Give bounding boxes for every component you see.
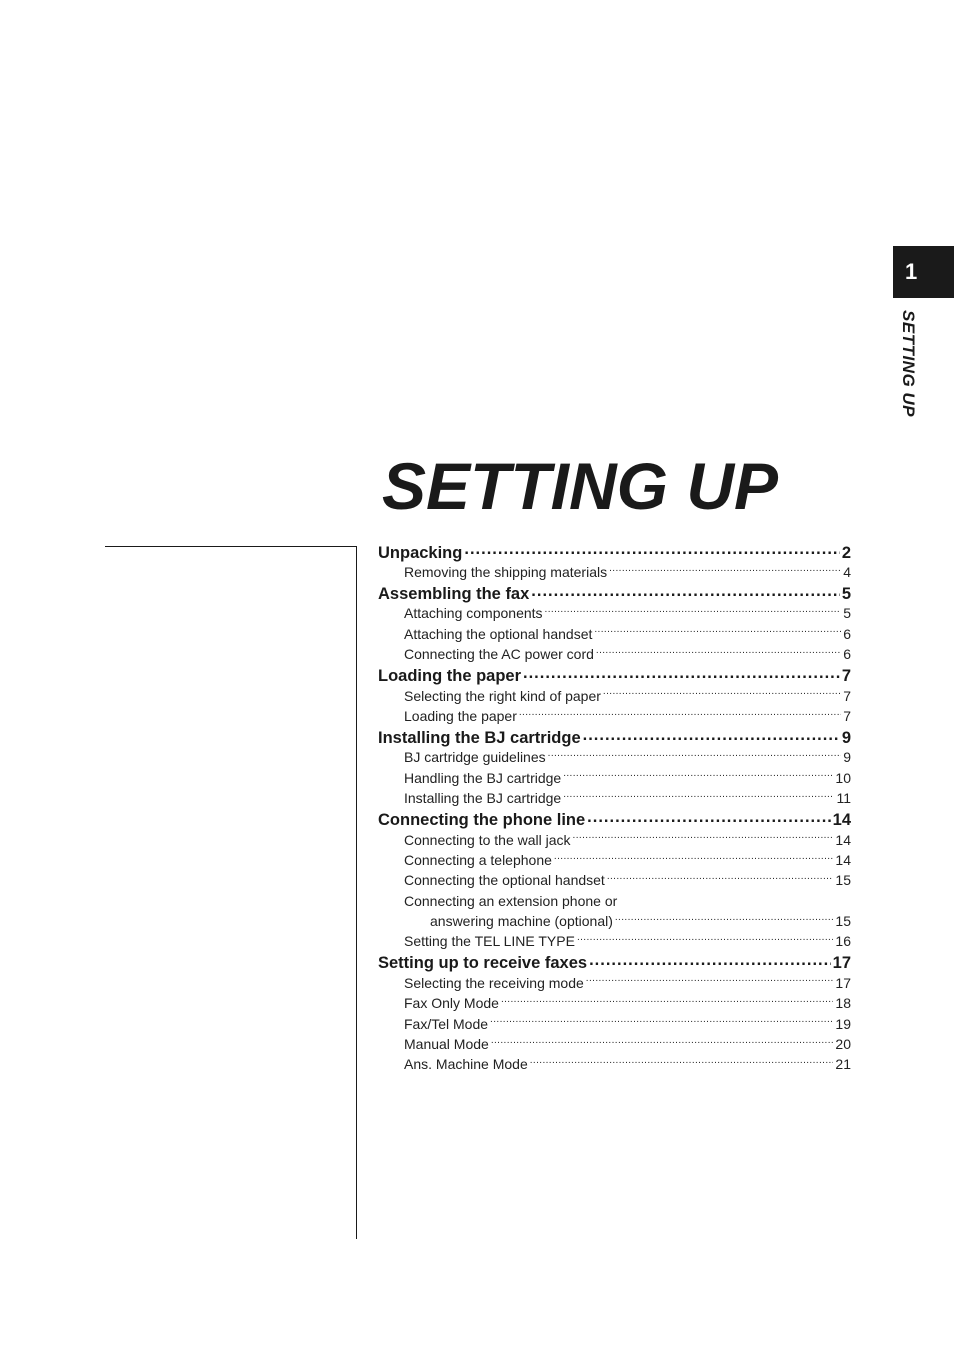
toc-subsection-entry bbox=[378, 686, 851, 706]
toc-entry-page-number: 18 bbox=[835, 995, 851, 1012]
dot-leader bbox=[464, 541, 839, 558]
table-of-contents bbox=[378, 541, 851, 1075]
toc-entry-label: Attaching components bbox=[404, 605, 543, 622]
dot-leader bbox=[554, 851, 834, 865]
toc-entry-label: Removing the shipping materials bbox=[404, 564, 608, 580]
toc-entry-page-number: 15 bbox=[835, 872, 851, 889]
toc-entry-label: Handling the BJ cartridge bbox=[404, 769, 562, 786]
dot-leader bbox=[586, 974, 834, 988]
toc-entry-page-number: 2 bbox=[841, 543, 851, 562]
toc-subsection-entry bbox=[378, 562, 851, 582]
toc-entry-label: Connecting a telephone bbox=[404, 851, 552, 868]
dot-leader bbox=[603, 687, 841, 701]
toc-subsection-entry bbox=[378, 973, 851, 993]
toc-subsection-entry bbox=[378, 603, 851, 623]
toc-subsection-entry bbox=[378, 706, 851, 726]
chapter-number: 1 bbox=[905, 259, 918, 284]
dot-leader bbox=[589, 952, 831, 969]
toc-entry-label: Connecting an extension phone or bbox=[404, 892, 618, 909]
toc-entry-page-number: 6 bbox=[843, 625, 851, 642]
dot-leader bbox=[501, 994, 833, 1008]
toc-entry-page-number: 17 bbox=[835, 974, 851, 991]
toc-subsection-entry bbox=[378, 870, 851, 890]
vertical-rule bbox=[356, 546, 357, 1239]
toc-subsection-entry bbox=[378, 850, 851, 870]
chapter-title: SETTING UP bbox=[382, 449, 779, 523]
toc-subsection-entry bbox=[378, 931, 851, 951]
toc-section-entry bbox=[378, 541, 851, 562]
horizontal-rule bbox=[105, 546, 357, 547]
toc-subsection-entry bbox=[378, 788, 851, 808]
toc-entry-label: Selecting the receiving mode bbox=[404, 974, 584, 991]
toc-section-entry bbox=[378, 726, 851, 747]
dot-leader bbox=[587, 809, 830, 826]
toc-subsection-entry bbox=[378, 891, 851, 911]
toc-entry-page-number: 6 bbox=[843, 646, 851, 663]
dot-leader bbox=[491, 1035, 834, 1049]
toc-entry-page-number: 15 bbox=[835, 913, 851, 930]
toc-entry-label: Assembling the fax bbox=[378, 584, 530, 603]
toc-entry-page-number: 14 bbox=[835, 851, 851, 868]
toc-entry-page-number: 7 bbox=[841, 667, 851, 686]
toc-entry-page-number: 10 bbox=[835, 769, 851, 786]
dot-leader bbox=[490, 1015, 833, 1029]
toc-entry-label: Fax/Tel Mode bbox=[404, 1015, 489, 1032]
toc-entry-page-number: 11 bbox=[836, 790, 851, 807]
toc-entry-page-number: 20 bbox=[835, 1036, 851, 1053]
toc-entry-label: Installing the BJ cartridge bbox=[404, 790, 562, 807]
dot-leader bbox=[583, 726, 840, 743]
toc-entry-label: answering machine (optional) bbox=[430, 913, 613, 930]
toc-entry-page-number: 17 bbox=[832, 954, 851, 973]
toc-subsection-entry bbox=[378, 993, 851, 1013]
toc-entry-page-number: 9 bbox=[843, 749, 851, 766]
dot-leader bbox=[594, 625, 841, 639]
toc-entry-label: Loading the paper bbox=[378, 667, 522, 686]
toc-entry-label: Connecting the phone line bbox=[378, 811, 586, 830]
toc-subsection-entry bbox=[378, 830, 851, 850]
toc-section-entry bbox=[378, 952, 851, 973]
chapter-number-tab bbox=[893, 246, 954, 298]
toc-entry-label: Connecting the optional handset bbox=[404, 872, 605, 889]
toc-subsection-entry bbox=[378, 1014, 851, 1034]
toc-section-entry bbox=[378, 809, 851, 830]
chapter-side-label: SETTING UP bbox=[899, 310, 918, 418]
toc-entry-page-number: 7 bbox=[843, 707, 851, 724]
toc-entry-page-number: 9 bbox=[841, 728, 851, 747]
toc-entry-page-number: 21 bbox=[835, 1056, 851, 1073]
toc-entry-label: Selecting the right kind of paper bbox=[404, 687, 601, 704]
dot-leader bbox=[596, 645, 841, 659]
toc-entry-label: Setting the TEL LINE TYPE bbox=[404, 933, 575, 950]
toc-entry-label: Attaching the optional handset bbox=[404, 625, 593, 642]
toc-subsection-entry bbox=[378, 911, 851, 931]
dot-leader bbox=[545, 604, 842, 618]
toc-entry-page-number: 4 bbox=[843, 564, 851, 580]
toc-entry-label: Unpacking bbox=[378, 543, 463, 562]
toc-subsection-entry bbox=[378, 624, 851, 644]
toc-subsection-entry bbox=[378, 644, 851, 664]
toc-entry-label: Installing the BJ cartridge bbox=[378, 728, 581, 747]
toc-subsection-entry bbox=[378, 1034, 851, 1054]
toc-entry-label: Connecting the AC power cord bbox=[404, 646, 594, 663]
toc-entry-label: Setting up to receive faxes bbox=[378, 954, 588, 973]
toc-section-entry bbox=[378, 665, 851, 686]
toc-subsection-entry bbox=[378, 1054, 851, 1074]
dot-leader bbox=[609, 563, 841, 577]
toc-entry-page-number: 14 bbox=[832, 811, 851, 830]
toc-entry-label: Fax Only Mode bbox=[404, 995, 499, 1012]
dot-leader bbox=[577, 932, 833, 946]
toc-entry-page-number: 5 bbox=[843, 605, 851, 622]
toc-entry-label: Manual Mode bbox=[404, 1036, 489, 1053]
toc-entry-page-number: 19 bbox=[835, 1015, 851, 1032]
toc-section-entry bbox=[378, 582, 851, 603]
dot-leader bbox=[615, 912, 834, 926]
dot-leader bbox=[530, 1055, 834, 1069]
toc-entry-label: Connecting to the wall jack bbox=[404, 831, 571, 848]
dot-leader bbox=[519, 707, 841, 721]
toc-entry-page-number: 16 bbox=[835, 933, 851, 950]
toc-entry-label: BJ cartridge guidelines bbox=[404, 749, 546, 766]
dot-leader bbox=[607, 871, 834, 885]
toc-subsection-entry bbox=[378, 747, 851, 767]
toc-entry-label: Ans. Machine Mode bbox=[404, 1056, 528, 1073]
toc-entry-page-number: 14 bbox=[835, 831, 851, 848]
toc-entry-label: Loading the paper bbox=[404, 707, 517, 724]
dot-leader bbox=[523, 665, 840, 682]
toc-entry-page-number: 7 bbox=[843, 687, 851, 704]
dot-leader bbox=[563, 789, 834, 803]
dot-leader bbox=[548, 748, 842, 762]
toc-entry-page-number: 5 bbox=[841, 584, 851, 603]
dot-leader bbox=[531, 582, 840, 599]
dot-leader bbox=[573, 831, 834, 845]
toc-subsection-entry bbox=[378, 768, 851, 788]
dot-leader bbox=[563, 769, 833, 783]
